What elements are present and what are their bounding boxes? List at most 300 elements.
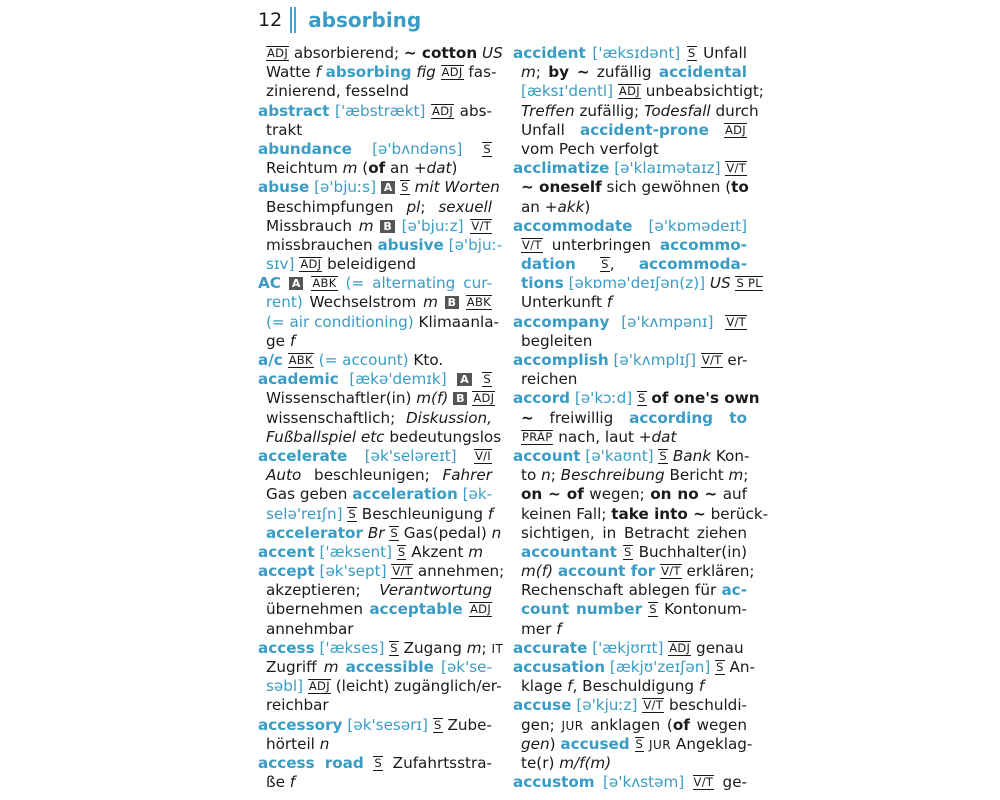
text: Unfall <box>521 120 580 139</box>
italic-text: fig <box>416 63 436 82</box>
grammar-label: ADJ <box>308 679 330 694</box>
headword: accountant <box>521 542 617 561</box>
text: reichbar <box>266 696 329 715</box>
dictionary-line <box>258 620 492 639</box>
text: reichen <box>521 370 578 389</box>
dictionary-line <box>258 82 492 101</box>
text: erklären; <box>681 562 755 581</box>
grammar-label: V/T <box>471 218 491 233</box>
headword: tions <box>521 274 564 293</box>
bold-phrase: by ~ <box>548 63 590 82</box>
grammar-label: S <box>716 660 724 674</box>
sense-marker: B <box>380 220 394 233</box>
headword: acclimatize <box>513 159 610 178</box>
headword: account <box>513 446 581 465</box>
grammar-label: S <box>635 736 644 751</box>
text <box>709 121 724 139</box>
dictionary-line <box>258 255 492 274</box>
text: wissenschaftlich; <box>266 408 406 427</box>
text: an <box>521 197 545 216</box>
headword: accelerate <box>258 446 348 465</box>
grammar-label: ADJ <box>267 46 289 60</box>
sense-marker: A <box>457 373 472 386</box>
headword: abundance <box>258 139 352 158</box>
dictionary-line <box>513 217 747 236</box>
text: , Beschuldigung <box>572 677 699 696</box>
grammar-label: V/T <box>693 775 714 790</box>
dictionary-line <box>258 312 499 332</box>
text: ge <box>266 331 290 350</box>
dictionary-line <box>513 428 747 447</box>
dictionary-line <box>258 409 492 428</box>
phonetic: [ə'bjuːz] <box>401 216 464 235</box>
dictionary-line <box>513 773 747 792</box>
phonetic: ['æksɪdənt] <box>592 44 681 62</box>
text: Angeklag- <box>671 734 753 753</box>
dictionary-line <box>258 332 492 351</box>
phonetic: (= alternating cur- <box>345 274 493 293</box>
text: (leicht) zugänglich/er- <box>330 677 502 696</box>
text: Watte <box>266 63 316 82</box>
phonetic: (= account) <box>318 351 409 369</box>
text: annehmen; <box>413 562 505 581</box>
grammar-label: V/I <box>474 448 492 463</box>
headword: account for <box>557 562 656 581</box>
text: abs- <box>454 101 493 120</box>
italic-text: f <box>606 293 613 312</box>
dictionary-line <box>513 236 747 255</box>
text: beleidigend <box>322 255 417 274</box>
dictionary-line <box>513 734 753 754</box>
text: akzeptieren; <box>266 581 380 600</box>
dictionary-line <box>513 389 760 408</box>
text: ; <box>550 466 561 485</box>
italic-text: f <box>315 63 321 82</box>
text: Klimaanla- <box>413 312 499 331</box>
text: ) <box>549 734 561 753</box>
text <box>457 447 474 465</box>
text: Wissenschaftler(in) <box>266 389 417 408</box>
grammar-label: S <box>390 640 398 655</box>
dictionary-column-left <box>258 44 505 792</box>
text: ) <box>451 159 458 178</box>
italic-text: Auto <box>266 466 302 485</box>
phonetic: [ə'kʌstəm] <box>603 773 685 792</box>
subject-label: IT <box>491 641 504 656</box>
dictionary-line <box>513 198 747 217</box>
text <box>609 313 621 331</box>
phonetic: [ək- <box>462 485 493 504</box>
headword: accurate <box>513 638 588 657</box>
dictionary-line <box>258 735 492 754</box>
headword: accommoda- <box>638 255 748 274</box>
dictionary-line <box>513 543 747 562</box>
text: Bericht <box>664 466 729 485</box>
italic-text: m <box>728 466 744 485</box>
text: wegen; <box>583 485 651 504</box>
sense-marker: A <box>289 277 304 290</box>
italic-text: mit Worten <box>414 178 500 197</box>
dictionary-line <box>258 198 492 217</box>
phonetic: [æksɪ'dentl] <box>521 82 614 101</box>
text: Kto. <box>408 351 444 369</box>
text: fas- <box>463 63 497 82</box>
headword: academic <box>258 370 339 389</box>
italic-text: m <box>323 658 339 676</box>
text <box>462 140 482 158</box>
text: nach, laut <box>553 427 639 446</box>
grammar-label: ADJ <box>724 122 746 137</box>
text <box>395 217 402 235</box>
italic-text: f <box>289 773 296 792</box>
italic-text: m <box>521 63 536 82</box>
headword: accomplish <box>513 351 609 369</box>
dictionary-line <box>258 523 502 543</box>
headword: accuse <box>513 696 572 715</box>
dictionary-line <box>513 696 747 715</box>
headword: access <box>258 638 315 657</box>
headword: accompany <box>513 312 610 331</box>
text <box>303 274 311 292</box>
grammar-label: V/T <box>522 237 542 252</box>
dictionary-line <box>513 159 747 178</box>
grammar-label: S <box>390 525 398 540</box>
header-divider-second <box>294 7 296 33</box>
italic-text: m <box>423 293 438 312</box>
phonetic: [ə'bʌndəns] <box>372 139 463 158</box>
grammar-label: S <box>687 46 696 60</box>
italic-text: m <box>466 638 482 657</box>
italic-text: Treffen <box>521 101 575 120</box>
text: ; <box>481 638 492 657</box>
headword: accident-prone <box>579 120 709 139</box>
text: anklagen ( <box>583 715 673 734</box>
phonetic: rent) <box>266 293 303 312</box>
text: gen; <box>521 715 562 734</box>
text: ( <box>357 159 369 178</box>
bold-phrase: take into ~ <box>611 504 706 523</box>
grammar-label: V/T <box>661 564 681 579</box>
italic-text: m(f) <box>521 562 553 581</box>
italic-text: pl <box>406 197 421 216</box>
phonetic: [ə'kɔːd] <box>574 389 633 408</box>
text <box>680 44 687 62</box>
phonetic: [ək'sesərɪ] <box>347 715 428 734</box>
sense-marker: B <box>453 392 467 405</box>
italic-text: Beschreibung <box>560 466 665 485</box>
text: keinen Fall; <box>521 504 612 523</box>
dictionary-line <box>513 716 747 735</box>
text: Missbrauch <box>266 216 359 235</box>
text: bedeutungslos <box>384 427 502 446</box>
text <box>472 370 483 388</box>
text: Zugriff <box>266 658 324 676</box>
headword: accelerator <box>266 523 363 542</box>
grammar-label: ABK <box>288 353 313 367</box>
dictionary-line <box>258 716 492 735</box>
italic-text: US <box>709 274 731 293</box>
italic-text: Bank <box>672 446 711 465</box>
text: trakt <box>266 120 303 139</box>
headword: accessible <box>345 658 434 676</box>
italic-text: n <box>319 734 330 753</box>
text <box>339 370 350 388</box>
italic-text: f <box>556 619 562 638</box>
text: genau <box>691 638 744 657</box>
dictionary-line <box>513 677 747 696</box>
dictionary-line <box>513 101 759 121</box>
grammar-label: S <box>623 544 632 559</box>
dictionary-line <box>513 754 747 773</box>
text <box>684 773 692 791</box>
headword: count number <box>521 600 643 619</box>
headword: abusive <box>377 235 444 254</box>
grammar-label: ADJ <box>669 640 691 655</box>
headword: accessory <box>258 715 343 734</box>
text <box>595 773 603 791</box>
text: Unfall <box>696 44 747 62</box>
text: ; <box>420 197 439 216</box>
text: Zufahrtsstra- <box>383 753 492 772</box>
phonetic: (= air conditioning) <box>266 312 414 331</box>
text <box>281 274 289 292</box>
sense-marker: B <box>445 296 459 309</box>
grammar-label: S PL <box>736 276 762 291</box>
text: Unterkunft <box>521 293 607 312</box>
bold-phrase: on no ~ <box>650 485 718 504</box>
phonetic: ['æbstrækt] <box>335 101 426 120</box>
phonetic: ['æksent] <box>319 542 393 561</box>
italic-text: f <box>567 677 573 696</box>
italic-text: Todesfall <box>643 101 711 120</box>
italic-text: m/f(m) <box>559 753 612 772</box>
dictionary-line <box>258 658 492 677</box>
headword: accommodate <box>513 216 633 235</box>
italic-text: n <box>491 523 502 542</box>
headword: abuse <box>258 178 310 197</box>
headword: according to <box>629 408 748 427</box>
text: freiwillig <box>533 408 630 427</box>
headword: AC <box>258 274 281 293</box>
text <box>632 217 648 235</box>
headword: ac- <box>721 581 747 600</box>
dictionary-line <box>513 658 756 677</box>
bold-phrase: on ~ of <box>521 485 584 504</box>
text <box>459 293 466 311</box>
dictionary-line <box>513 63 747 82</box>
dictionary-line <box>258 581 492 600</box>
headword: accustom <box>513 773 595 792</box>
dictionary-line <box>513 255 747 274</box>
text <box>352 140 372 158</box>
text: beschuldi- <box>664 696 748 715</box>
phonetic: [ə'kʌmplɪʃ] <box>613 351 697 369</box>
text: wegen <box>689 715 747 734</box>
grammar-label: V/T <box>392 564 413 579</box>
phonetic: [ə'kɒmədeɪt] <box>648 216 747 235</box>
dictionary-line <box>258 217 492 236</box>
dictionary-line <box>513 409 747 428</box>
phonetic: [ə'kaʊnt] <box>585 446 654 465</box>
phonetic: selə'reɪʃn] <box>266 504 343 523</box>
grammar-label: ADJ <box>441 65 463 80</box>
grammar-label: ADJ <box>618 84 640 99</box>
text: ; <box>535 63 549 82</box>
italic-text: f <box>487 504 494 523</box>
text: unbeabsichtigt; <box>640 82 764 101</box>
text: missbrauchen <box>266 235 378 254</box>
headword: accommo- <box>659 235 747 254</box>
grammar-label: S <box>397 544 406 559</box>
italic-text: US <box>481 44 503 62</box>
text: Kontonum- <box>657 600 747 619</box>
grammar-label: V/T <box>643 698 664 713</box>
dictionary-line <box>258 543 492 562</box>
phonetic: [ək'seləreɪt] <box>364 446 457 465</box>
italic-text: m <box>358 216 374 235</box>
text: annehmbar <box>266 619 354 638</box>
headword: dation <box>521 255 576 274</box>
running-headword: absorbing <box>308 8 422 32</box>
dictionary-line <box>258 600 492 619</box>
grammar-label: V/T <box>701 353 722 367</box>
dictionary-line <box>258 293 492 312</box>
headword: a/c <box>258 351 283 369</box>
text <box>447 370 458 388</box>
phonetic: [əkɒmə'deɪʃən(z)] <box>568 274 706 293</box>
grammar-label: V/T <box>726 161 747 176</box>
grammar-label: S <box>401 180 409 195</box>
text: begleiten <box>521 331 593 350</box>
text: berück- <box>705 504 769 523</box>
headword: acceleration <box>352 485 458 504</box>
dictionary-line <box>258 102 492 121</box>
italic-text: n <box>541 466 551 485</box>
italic-text: Br <box>367 523 385 542</box>
text: An- <box>724 658 756 676</box>
dictionary-line <box>258 466 492 485</box>
text: zufällig; <box>574 101 644 120</box>
dictionary-line <box>258 754 492 773</box>
dictionary-line <box>513 581 747 600</box>
subject-label: JUR <box>648 737 672 752</box>
dictionary-line <box>513 293 747 312</box>
dictionary-line <box>513 600 747 619</box>
headword: accident <box>513 44 586 62</box>
text <box>347 447 364 465</box>
dictionary-line <box>258 44 503 63</box>
headword: accent <box>258 542 315 561</box>
grammar-label: S <box>348 506 356 521</box>
grammar-label: S <box>637 391 646 406</box>
dictionary-line <box>258 389 495 408</box>
dictionary-line <box>513 274 762 293</box>
text: Gas(pedal) <box>398 523 492 542</box>
italic-text: Fußballspiel etc <box>266 427 385 446</box>
text: Akzent <box>406 542 469 561</box>
grammar-label: ADJ <box>300 257 322 272</box>
dictionary-line <box>258 178 500 197</box>
dictionary-line <box>258 63 497 82</box>
text: sichtigen, in Betracht ziehen <box>521 523 747 542</box>
italic-text: +dat <box>638 427 677 446</box>
italic-text: Verantwortung <box>379 581 492 600</box>
dictionary-line <box>258 447 492 466</box>
headword: access road <box>258 753 364 772</box>
dictionary-line <box>258 121 492 140</box>
italic-text: f <box>698 677 705 696</box>
phonetic: ['ækjʊrɪt] <box>592 638 664 657</box>
text <box>364 754 374 772</box>
text: beschleunigen; <box>301 466 443 485</box>
dictionary-column-right <box>513 44 769 792</box>
text <box>464 217 471 235</box>
dictionary-line <box>513 121 747 140</box>
dictionary-line <box>258 505 492 524</box>
bold-phrase: of one's own <box>651 389 760 408</box>
text: ; <box>743 466 749 485</box>
bold-phrase: ~ oneself <box>521 178 602 197</box>
dictionary-line <box>513 82 764 101</box>
text <box>374 217 381 235</box>
dictionary-line <box>258 351 492 370</box>
text <box>438 293 445 311</box>
dictionary-line <box>513 620 747 639</box>
headword: accidental <box>658 63 747 82</box>
bold-phrase: of <box>672 715 690 734</box>
grammar-label: ADJ <box>470 602 492 617</box>
italic-text: f <box>289 331 296 350</box>
phonetic: [ək'se- <box>441 658 493 676</box>
grammar-label: ABK <box>312 276 337 291</box>
grammar-label: S <box>483 141 491 156</box>
text: klage <box>521 677 568 696</box>
grammar-label: S <box>659 448 668 463</box>
phonetic: [ə'kjuːz] <box>576 696 638 715</box>
grammar-label: ADJ <box>473 391 495 406</box>
text: zufällig <box>589 63 659 82</box>
bold-phrase: to <box>731 178 749 197</box>
page-header <box>258 4 421 36</box>
phonetic: [ə'bjuːs] <box>314 178 376 197</box>
dictionary-line <box>513 504 769 524</box>
phonetic: [ək'sept] <box>319 562 387 581</box>
text: Gas geben <box>266 485 353 504</box>
dictionary-line <box>513 485 747 504</box>
headword: accord <box>513 389 571 408</box>
dictionary-line <box>513 466 747 485</box>
headword: accept <box>258 562 315 581</box>
headword: abstract <box>258 101 330 120</box>
grammar-label: S <box>433 717 442 732</box>
dictionary-line <box>258 638 504 658</box>
italic-text: gen <box>521 734 550 753</box>
italic-text: +dat <box>413 159 452 178</box>
grammar-label: S <box>601 257 609 272</box>
text: hörteil <box>266 734 320 753</box>
bold-phrase: ~ cotton <box>403 44 478 62</box>
grammar-label: S <box>649 602 657 617</box>
italic-text: m(f) <box>416 389 449 408</box>
dictionary-line <box>513 446 750 466</box>
text: Rechenschaft ablegen für <box>521 581 722 600</box>
text: vom Pech verfolgt <box>521 139 659 158</box>
text: Zugang <box>398 638 467 657</box>
phonetic: ['ækses] <box>319 638 385 657</box>
text: ße <box>266 773 290 792</box>
dictionary-line <box>513 313 747 332</box>
text: mer <box>521 619 557 638</box>
